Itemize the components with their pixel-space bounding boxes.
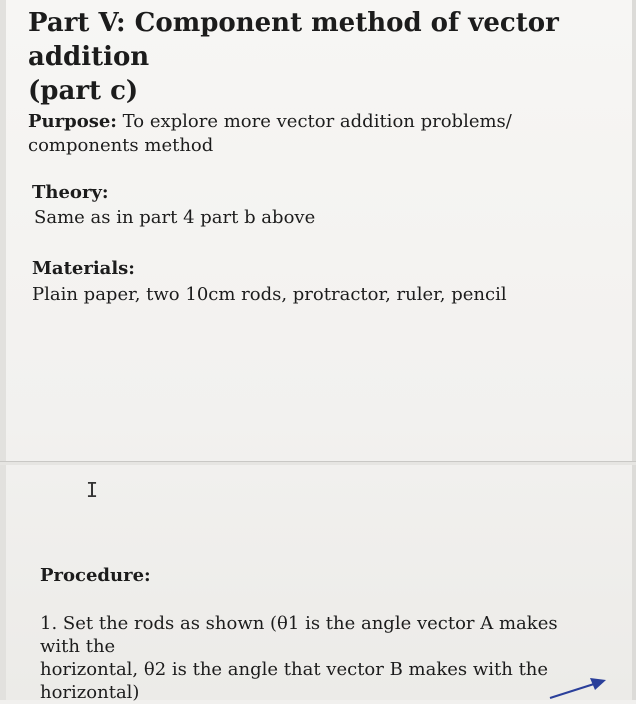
page-title bbox=[28, 6, 628, 108]
theory-text: Same as in part 4 part b above bbox=[34, 207, 316, 228]
materials-text: Plain paper, two 10cm rods, protractor, ruler, pencil bbox=[32, 284, 507, 305]
text-cursor-icon: I bbox=[86, 478, 99, 502]
materials-heading: Materials: bbox=[32, 258, 135, 279]
purpose-section bbox=[28, 110, 618, 158]
procedure-heading: Procedure: bbox=[40, 565, 151, 586]
vector-arrow-icon bbox=[548, 676, 608, 700]
page-left-edge bbox=[0, 0, 6, 700]
title-line-1: Part V: Component method of vector addition bbox=[28, 8, 559, 72]
procedure-step-1-line-2: horizontal, θ2 is the angle that vector B makes with the horizontal) bbox=[40, 659, 549, 703]
procedure-step-1-line-1: 1. Set the rods as shown (θ1 is the angle vector A makes with the bbox=[40, 613, 558, 657]
purpose-text: To explore more vector addition problems/ components method bbox=[28, 111, 512, 156]
procedure-step-1 bbox=[40, 612, 600, 704]
page-right-edge bbox=[632, 0, 636, 700]
section-divider-band bbox=[0, 462, 636, 465]
theory-heading: Theory: bbox=[32, 182, 109, 203]
title-line-2: (part c) bbox=[28, 76, 139, 106]
purpose-label: Purpose: bbox=[28, 111, 117, 132]
